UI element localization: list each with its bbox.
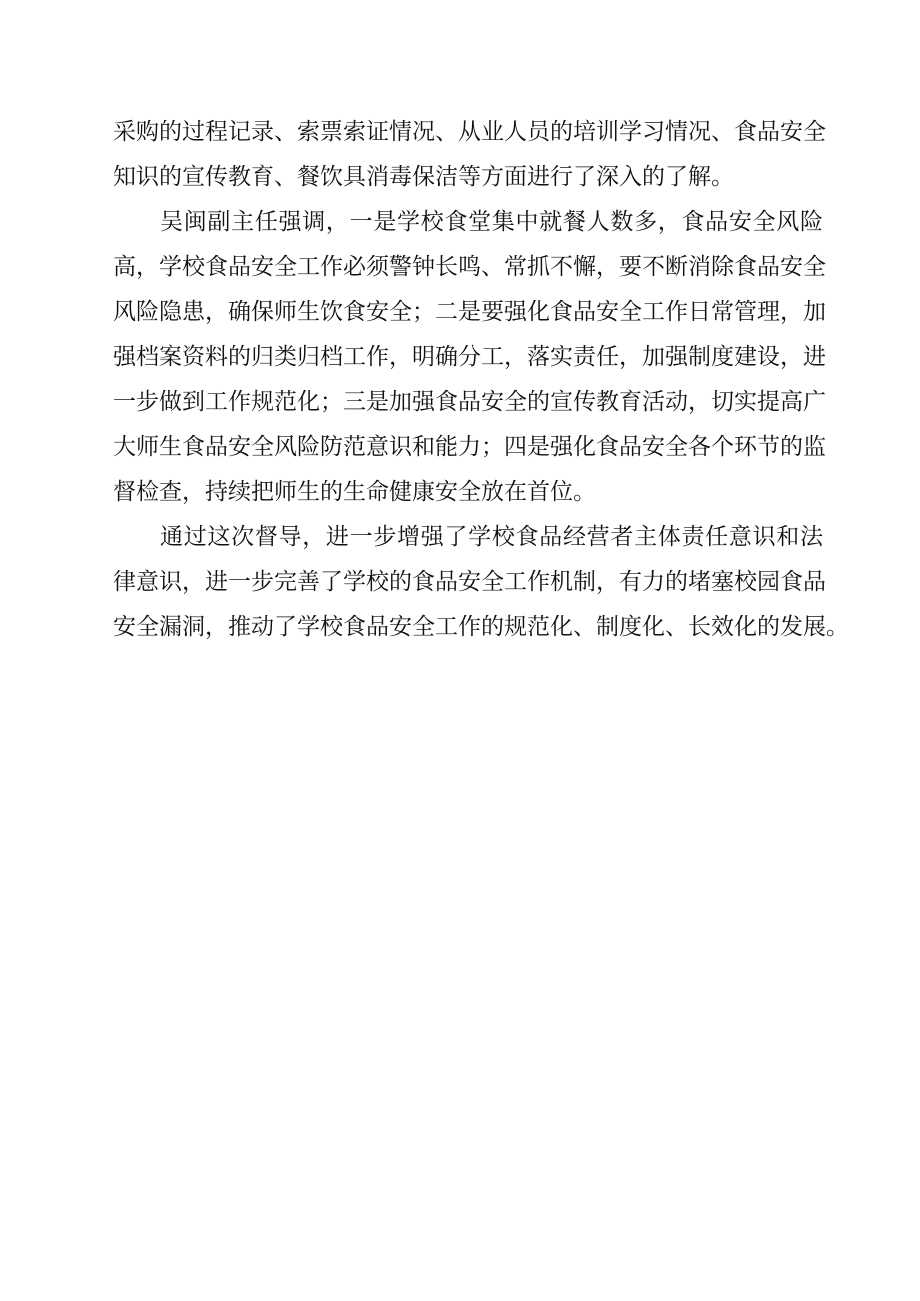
paragraph-3: [113, 515, 849, 650]
text-line: 通过这次督导，进一步增强了学校食品经营者主体责任意识和法: [160, 524, 823, 550]
text-line: 督检查，持续把师生的生命健康安全放在首位。: [113, 479, 596, 505]
paragraph-1: [113, 110, 826, 200]
text-line: 强档案资料的归类归档工作，明确分工，落实责任，加强制度建设，进: [113, 344, 826, 370]
text-line: 大师生食品安全风险防范意识和能力；四是强化食品安全各个环节的监: [113, 434, 826, 460]
text-line: 吴闽副主任强调，一是学校食堂集中就餐人数多，食品安全风险: [160, 209, 823, 235]
text-line: 律意识，进一步完善了学校的食品安全工作机制，有力的堵塞校园食品: [113, 569, 826, 595]
text-line: 采购的过程记录、索票索证情况、从业人员的培训学习情况、食品安全: [113, 119, 826, 145]
paragraph-2: [113, 200, 826, 515]
text-line: 知识的宣传教育、餐饮具消毒保洁等方面进行了深入的了解。: [113, 164, 734, 190]
document-body: [113, 110, 849, 650]
text-line: 一步做到工作规范化；三是加强食品安全的宣传教育活动，切实提高广: [113, 389, 826, 415]
text-line: 风险隐患，确保师生饮食安全；二是要强化食品安全工作日常管理，加: [113, 299, 826, 325]
text-line: 高，学校食品安全工作必须警钟长鸣、常抓不懈，要不断消除食品安全: [113, 254, 826, 280]
text-line: 安全漏洞，推动了学校食品安全工作的规范化、制度化、长效化的发展。: [113, 614, 849, 640]
